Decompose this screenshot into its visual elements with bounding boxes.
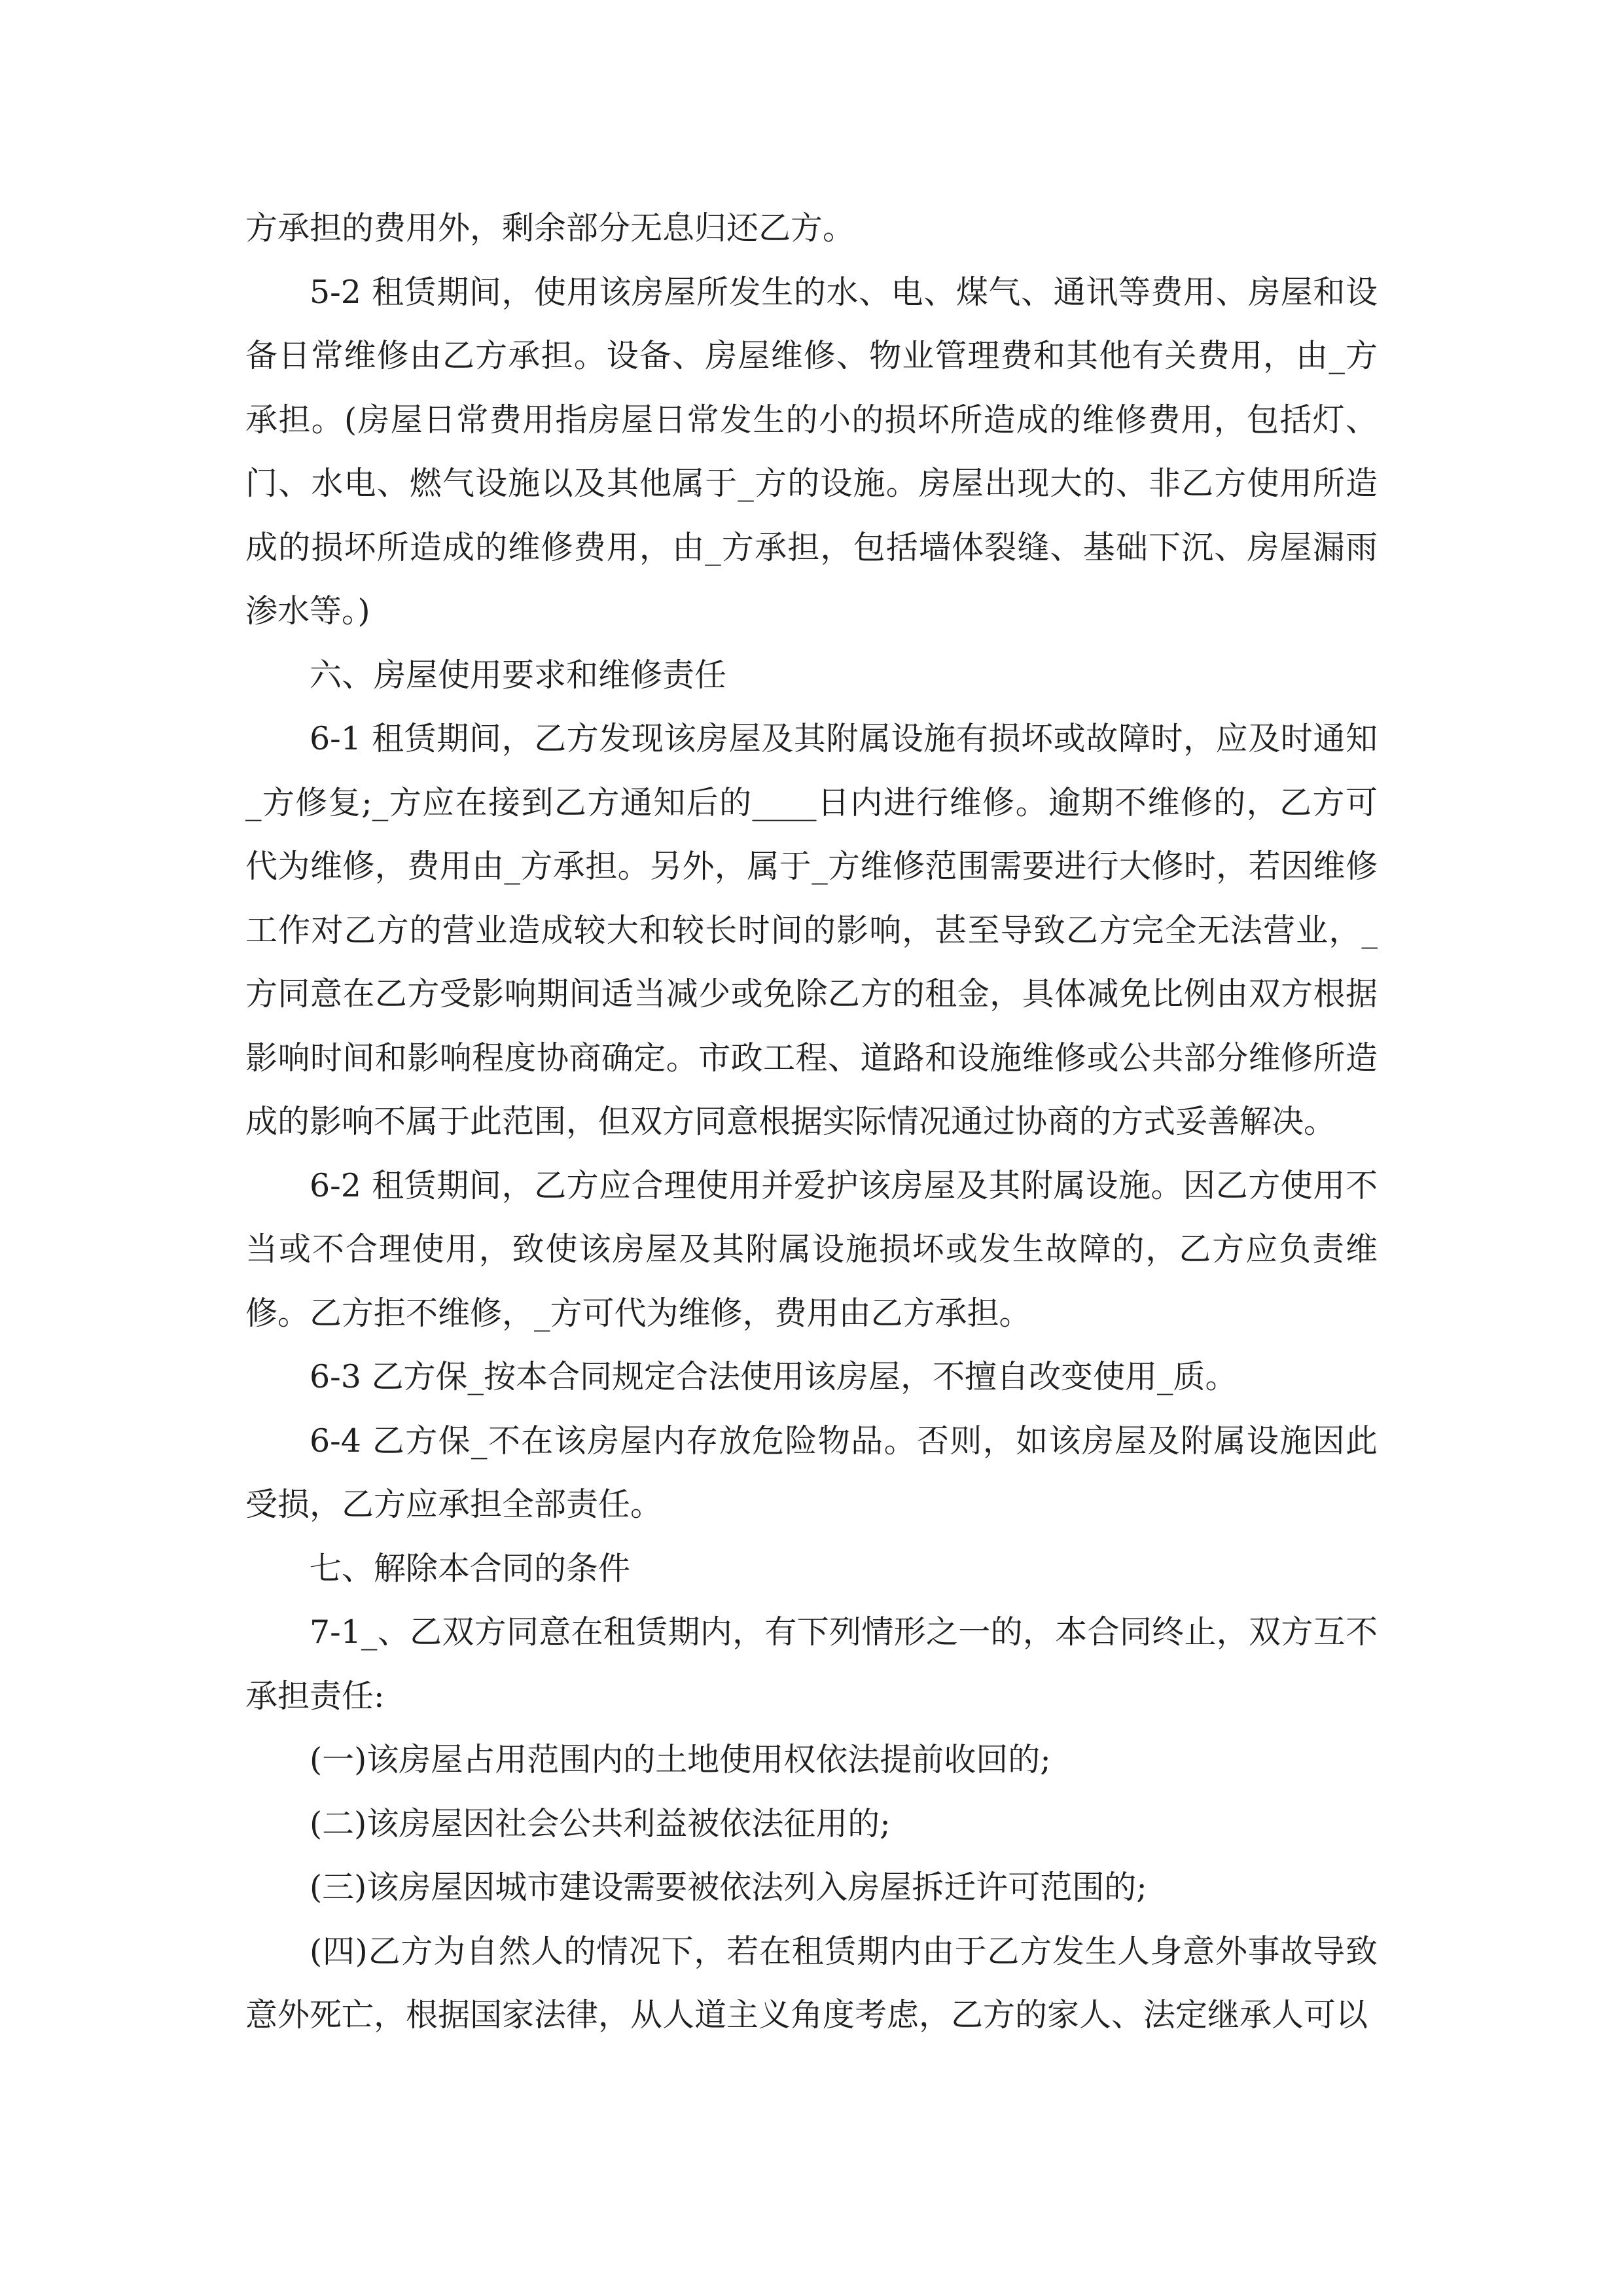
list-item-2: (二)该房屋因社会公共利益被依法征用的;	[310, 1804, 891, 1842]
clause-5-2: 5-2 租赁期间，使用该房屋所发生的水、电、煤气、通讯等费用、房屋和设备日常维修由乙方承担。设备、房屋维修、物业管理费和其他有关费用，由_方承担。(房屋日常费用指房屋日常发生的小的损坏所造成的维修费用，包括灯、门、水电、燃气设施以及其他属于_方的设施。房屋出现大的、非乙方使用所造成的损坏所造成的维修费用，由_方承担，包括墙体裂缝、基础下沉、房屋漏雨渗水等。)	[245, 273, 1378, 630]
clause-6-2: 6-2 租赁期间，乙方应合理使用并爱护该房屋及其附属设施。因乙方使用不当或不合理使用，致使该房屋及其附属设施损坏或发生故障的，乙方应负责维修。乙方拒不维修，_方可代为维修，费用由乙方承担。	[245, 1166, 1378, 1332]
list-item-4: (四)乙方为自然人的情况下，若在租赁期内由于乙方发生人身意外事故导致意外死亡，根据国家法律，从人道主义角度考虑，乙方的家人、法定继承人可以	[245, 1932, 1378, 2034]
section-heading-6: 六、房屋使用要求和维修责任	[310, 656, 727, 694]
section-heading-7: 七、解除本合同的条件	[310, 1549, 631, 1587]
clause-6-1: 6-1 租赁期间，乙方发现该房屋及其附属设施有损坏或故障时，应及时通知_方修复;_方应在接到乙方通知后的____日内进行维修。逾期不维修的，乙方可代为维修，费用由_方承担。另外，属于_方维修范围需要进行大修时，若因维修工作对乙方的营业造成较大和较长时间的影响，甚至导致乙方完全无法营业，_方同意在乙方受影响期间适当减少或免除乙方的租金，具体减免比例由双方根据影响时间和影响程度协商确定。市政工程、道路和设施维修或公共部分维修所造成的影响不属于此范围，但双方同意根据实际情况通过协商的方式妥善解决。	[245, 720, 1378, 1140]
clause-6-4: 6-4 乙方保_不在该房屋内存放危险物品。否则，如该房屋及附属设施因此受损，乙方应承担全部责任。	[245, 1422, 1378, 1523]
paragraph-continuation: 方承担的费用外，剩余部分无息归还乙方。	[245, 209, 855, 247]
list-item-3: (三)该房屋因城市建设需要被依法列入房屋拆迁许可范围的;	[310, 1869, 1147, 1906]
clause-6-3: 6-3 乙方保_按本合同规定合法使用该房屋，不擅自改变使用_质。	[310, 1358, 1238, 1395]
clause-7-1: 7-1_、乙双方同意在租赁期内，有下列情形之一的，本合同终止，双方互不承担责任:	[245, 1613, 1378, 1715]
document-body	[245, 196, 1378, 2047]
list-item-1: (一)该房屋占用范围内的土地使用权依法提前收回的;	[310, 1741, 1051, 1778]
